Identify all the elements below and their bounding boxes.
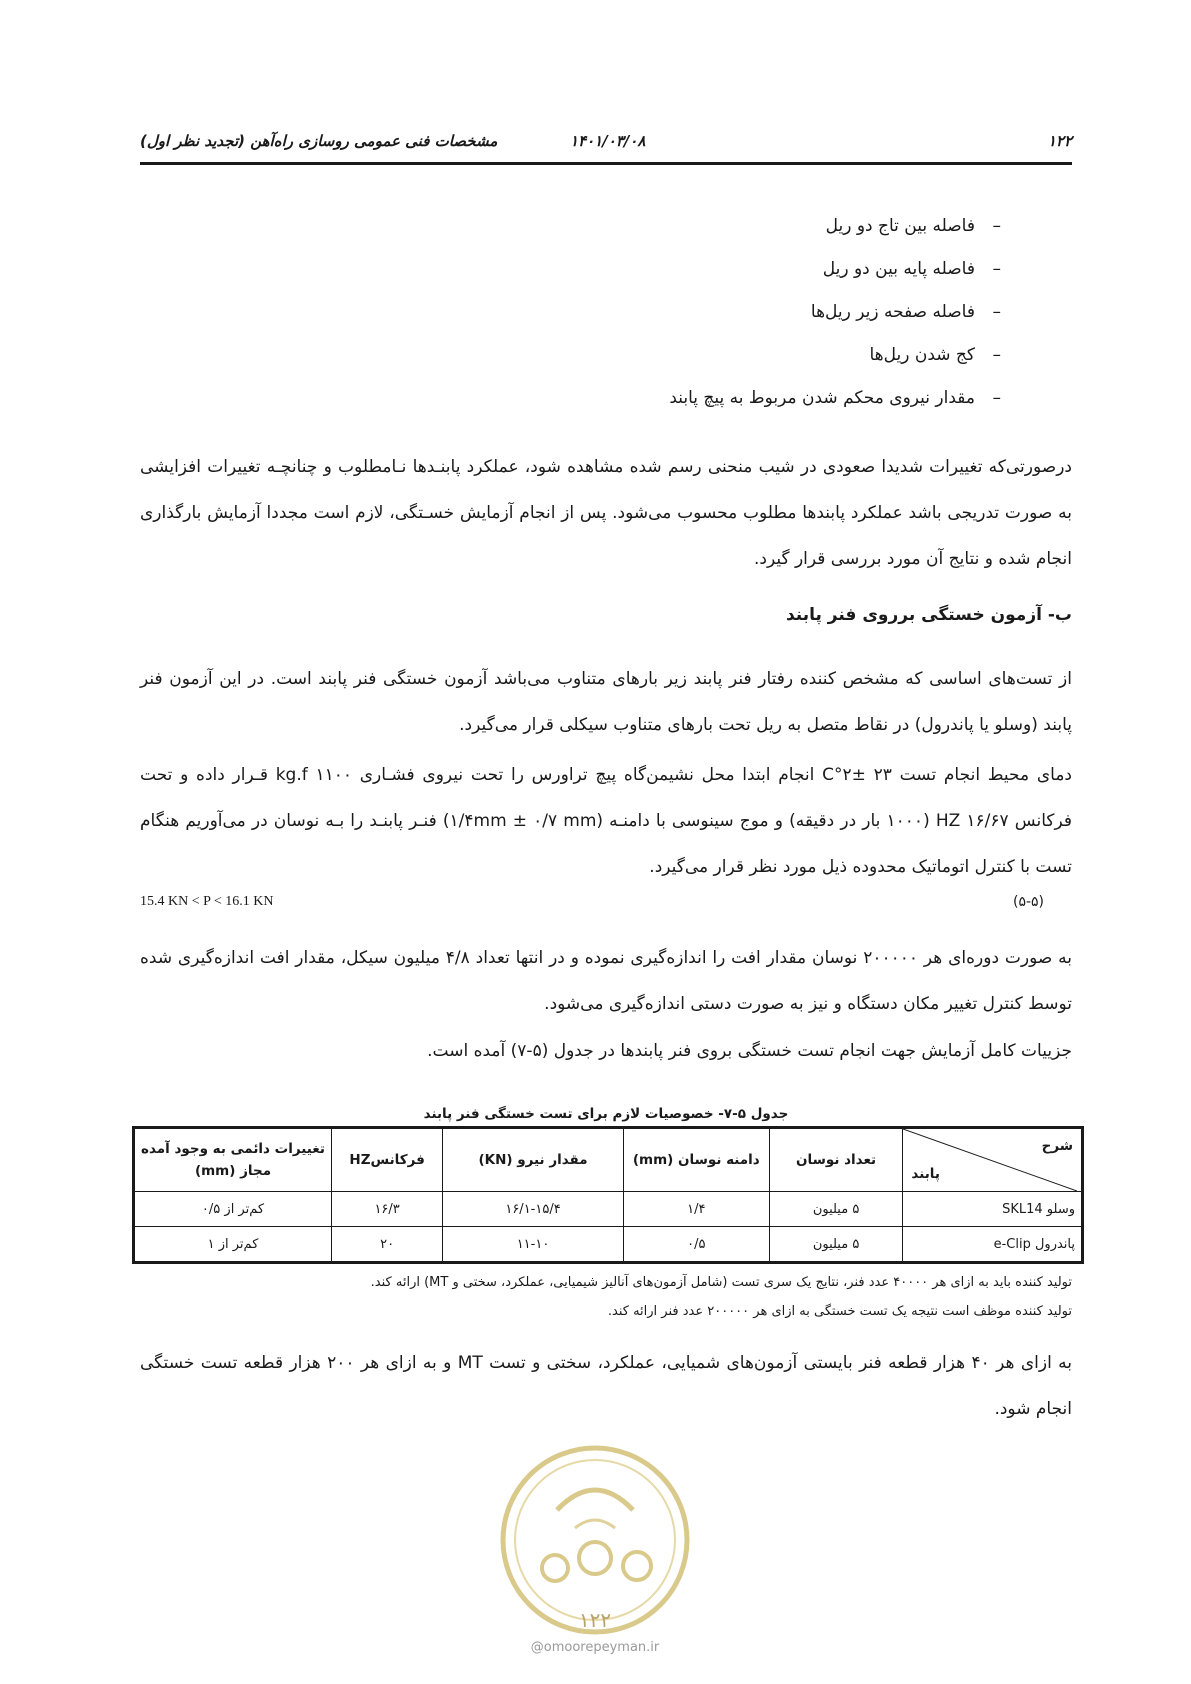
list-item-text: فاصله صفحه زیر ریل‌ها — [810, 302, 975, 322]
list-item-text: کج شدن ریل‌ها — [869, 345, 975, 365]
list-item-text: فاصله بین تاج دو ریل — [825, 216, 975, 236]
table-note: تولید کننده باید به ازای هر ۴۰۰۰۰ عدد فنر، نتایج یک سری تست (شامل آزمون‌های آنالیز شیمیایی، عملکرد، سختی و MT) ارائه کند. — [370, 1275, 1072, 1290]
table-cell: ۱۶/۱-۱۵/۴ — [443, 1192, 624, 1227]
table-cell: ۱۱-۱۰ — [443, 1227, 624, 1263]
dash-icon: – — [992, 388, 1001, 408]
table-notes — [140, 1268, 1072, 1326]
fatigue-spec-table — [132, 1126, 1084, 1264]
table-header-cell: تعداد نوسان — [769, 1128, 903, 1192]
paragraph-table-reference: جزییات کامل آزمایش جهت انجام تست خستگی بروی فنر پابندها در جدول (۵-۷) آمده است. — [427, 1041, 1072, 1061]
table-cell: ۰/۵ — [623, 1227, 769, 1263]
dash-icon: – — [992, 216, 1001, 236]
list-item-text: فاصله پایه بین دو ریل — [822, 259, 975, 279]
header-title: مشخصات فنی عمومی روسازی راه‌آهن (تجدید نظر اول) — [140, 132, 498, 150]
table-caption: جدول ۵-۷- خصوصیات لازم برای تست خستگی فنر پابند — [423, 1106, 789, 1122]
table-cell: کم‌تر از ۱ — [134, 1227, 332, 1263]
paragraph-measurement: به صورت دوره‌ای هر ۲۰۰۰۰۰ نوسان مقدار افت را اندازه‌گیری نموده و در انتها تعداد ۴/۸ میلیون سیکل، مقدار افت اندازه‌گیری شده توسط کنترل تغییر مکان دستگاه و نیز به صورت دستی اندازه‌گیری می‌شود. — [140, 948, 1072, 1014]
table-header-cell: مقدار نیرو (KN) — [443, 1128, 624, 1192]
header-date: ۱۴۰۱/۰۳/۰۸ — [570, 132, 646, 150]
list-item — [401, 257, 1001, 300]
list-item-text: مقدار نیروی محکم شدن مربوط به پیچ پابند — [669, 388, 975, 408]
footer-website: @omoorepeyman.ir — [530, 1640, 660, 1655]
table-row — [134, 1227, 1083, 1263]
footer-page-number: ۱۲۲ — [578, 1608, 612, 1632]
table-header-cell: فرکانسHZ — [332, 1128, 443, 1192]
dash-icon: – — [992, 259, 1001, 279]
table-note: تولید کننده موظف است نتیجه یک تست خستگی به ازای هر ۲۰۰۰۰۰ عدد فنر ارائه کند. — [607, 1304, 1072, 1319]
table-cell: کم‌تر از ۰/۵ — [134, 1192, 332, 1227]
equation — [140, 894, 1072, 920]
section-heading: ب- آزمون خستگی برروی فنر پابند — [785, 605, 1072, 625]
table-cell: ۱۶/۳ — [332, 1192, 443, 1227]
table-cell: ۲۰ — [332, 1227, 443, 1263]
table-header-cell: تغییرات دائمی به وجود آمده مجاز (mm) — [134, 1128, 332, 1192]
list-item — [401, 300, 1001, 343]
dash-icon: – — [992, 302, 1001, 322]
header-page-number: ۱۲۲ — [1047, 132, 1072, 150]
table-cell: پاندرول e-Clip — [903, 1227, 1083, 1263]
dash-icon: – — [992, 345, 1001, 365]
list-item — [401, 214, 1001, 257]
paragraph-fatigue-intro: از تست‌های اساسی که مشخص کننده رفتار فنر پابند زیر بارهای متناوب می‌باشد آزمون خستگی فنر پابند است. در این آزمون فنر پابند (وسلو یا پاندرول) در نقاط متصل به ریل تحت بارهای متناوب سیکلی قرار می‌گیرد. — [140, 669, 1072, 735]
table-header-row — [134, 1128, 1083, 1192]
table-corner-cell — [903, 1128, 1083, 1192]
paragraph-test-conditions: دمای محیط انجام تست ۲۳ ±۲°C انجام ابتدا محل نشیمن‌گاه پیچ تراورس را تحت نیروی فشـاری ۱۱۰۰ kg.f قـرار داده و تحت فرکانس ۱۶/۶۷ HZ (۱۰۰۰ بار در دقیقه) و موج سینوسی با دامنـه (۱/۴mm ± ۰/۷ mm) فنـر پابنـد را بـه نوسان در می‌آوریم هنگام تست با کنترل اتوماتیک محدوده ذیل مورد نظر قرار می‌گیرد. — [140, 765, 1072, 877]
list-item — [401, 386, 1001, 429]
bullet-list — [401, 214, 1001, 429]
corner-label-bottom: پابند — [911, 1166, 940, 1182]
table-cell: ۵ میلیون — [769, 1227, 903, 1263]
equation-number: (۵-۵) — [1012, 894, 1044, 910]
corner-label-top: شرح — [1041, 1138, 1073, 1154]
paragraph-results: درصورتی‌که تغییرات شدیدا صعودی در شیب منحنی رسم شده مشاهده شود، عملکرد پابنـدها نـامطلوب و چنانچـه تغییرات افزایشی به صورت تدریجی باشد عملکرد پابندها مطلوب محسوب می‌شود. پس از انجام آزمایش خسـتگی، لازم است مجددا آزمایش بارگذاری انجام شده و نتایج آن مورد بررسی قرار گیرد. — [140, 457, 1072, 569]
header-rule — [140, 162, 1072, 165]
table-header-cell: دامنه نوسان (mm) — [623, 1128, 769, 1192]
list-item — [401, 343, 1001, 386]
table-cell: ۱/۴ — [623, 1192, 769, 1227]
table-cell: ۵ میلیون — [769, 1192, 903, 1227]
paragraph-requirements: به ازای هر ۴۰ هزار قطعه فنر بایستی آزمون‌های شمیایی، عملکرد، سختی و تست MT و به ازای هر ۲۰۰ هزار قطعه تست خستگی انجام شود. — [140, 1353, 1073, 1419]
equation-formula: 15.4 KN < P < 16.1 KN — [140, 894, 274, 909]
table-row — [134, 1192, 1083, 1227]
table-cell: وسلو SKL14 — [903, 1192, 1083, 1227]
